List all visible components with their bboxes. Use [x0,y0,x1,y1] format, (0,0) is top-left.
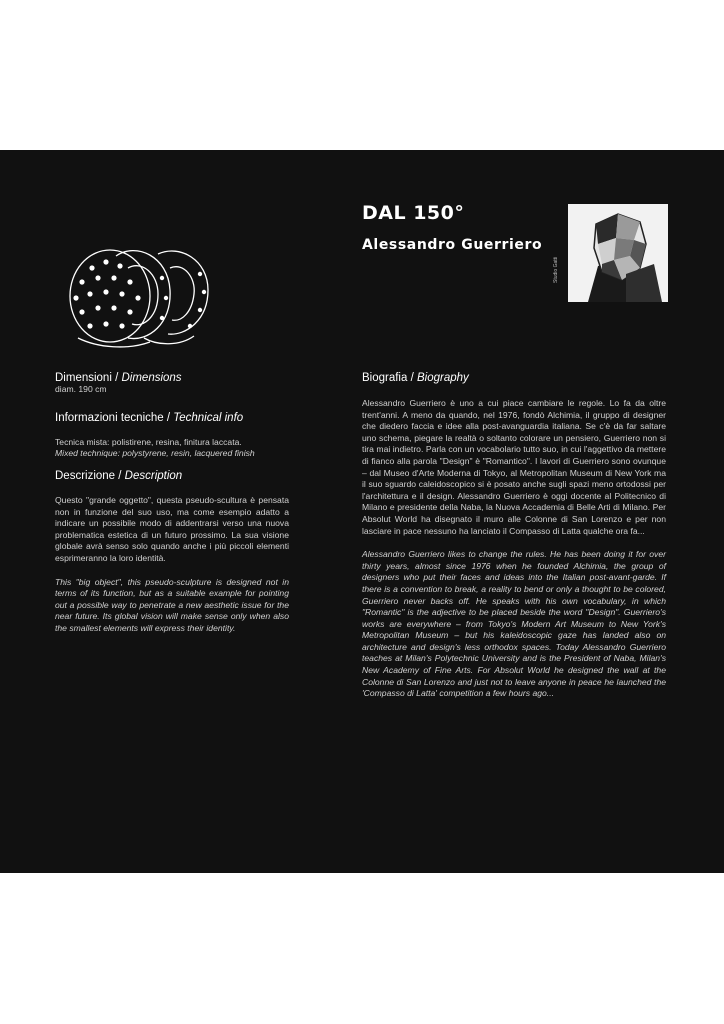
left-column [55,372,289,635]
biography-heading: Biografia / Biography [362,372,469,384]
biography-en: Alessandro Guerriero likes to change the rules. He has been doing it for over thirty years, almost since 1976 when he founded Alchimia, the group of designers who put their faces and ideas into the Italian post-avant-garde. If there is a convention to break, a reality to bend or only a thought to be colored, Guerriero never backs off. He speaks with his own vocabulary, in which "Romantic" is the adjective to be placed beside the word "Design". Guerriero's works are everywhere – from Tokyo's Modern Art Museum to New York's Metropolitan Museum – but his kaleidoscopic gaze has landed also on architecture and design's less orthodox spaces. Today Alessandro Guerriero teaches at Milan's Polytechnic University and is the President of Naba, Milan's New Academy of Fine Arts. For Absolut World he designed the wall at the Colonne di San Lorenzo and just not to leave anyone in peace he launched the 'Compasso di Latta' competition a few hours ago... [362,549,666,699]
dimensions-value: diam. 190 cm [55,384,107,394]
description-en: This "big object", this pseudo-sculpture is designed not in terms of its function, but as a suitable example for pointing out a possible way to penetrate a new aesthetic issue for the near future. Its global vision will make sense only when also the smallest elements will express their identity. [55,576,289,633]
right-column [362,372,666,700]
biography-it: Alessandro Guerriero è uno a cui piace cambiare le regole. Lo fa da oltre trent'anni. A meno da quando, nel 1976, fondò Alchimia, il gruppo di designer che diedero faccia e idee alla post-avanguardia italiana. Se c'è da far saltare uno schema, piegare la realtà o soltanto colorare un pensiero, Guerriero non si tira mai indietro. Parla con un vocabolario tutto suo, in cui l'aggettivo da mettere di fianco alla parola "Design" è "Romantico". I lavori di Guerriero sono ovunque – dal Museo d'Arte Moderna di Tokyo, al Metropolitan Museum di New York ma il suo sguardo caleidoscopico si è posato anche sugli spazi meno ortodossi per l'architettura e il design. Alessandro Guerriero è oggi docente al Politecnico di Milano e presidente della Naba, la Nuova Accademia di Belle Arti di Milano. Per Absolut World ha disegnato il muro alle Colonne di San Lorenzo e per non lasciare in pace nessuno ha lanciato il Compasso di Latta qualche ora fa... [362,398,666,536]
tech-info-it: Tecnica mista: polistirene, resina, finitura laccata. [55,437,242,447]
description-it: Questo "grande oggetto", questa pseudo-scultura è pensata non in funzione del suo uso, ma come esempio adatto a indicare un possibile modo di addentrarsi verso una nuova problematica estetica di un futuro prossimo. La sua visione globale avrà senso solo quando anche i più piccoli elementi esprimeranno la loro identità. [55,495,289,563]
sculpture-drawing [58,238,218,356]
dark-panel [0,150,724,873]
dimensions-heading: Dimensioni / Dimensions [55,372,182,384]
description-heading: Descrizione / Description [55,470,183,482]
page-title: DAL 150° [362,202,465,224]
photo-credit: Studio Gatti [553,256,559,283]
portrait-photo [568,204,668,302]
tech-info-en: Mixed technique: polystyrene, resin, lacquered finish [55,448,255,458]
tech-info-heading: Informazioni tecniche / Technical info [55,412,244,424]
author-name: Alessandro Guerriero [362,237,543,253]
